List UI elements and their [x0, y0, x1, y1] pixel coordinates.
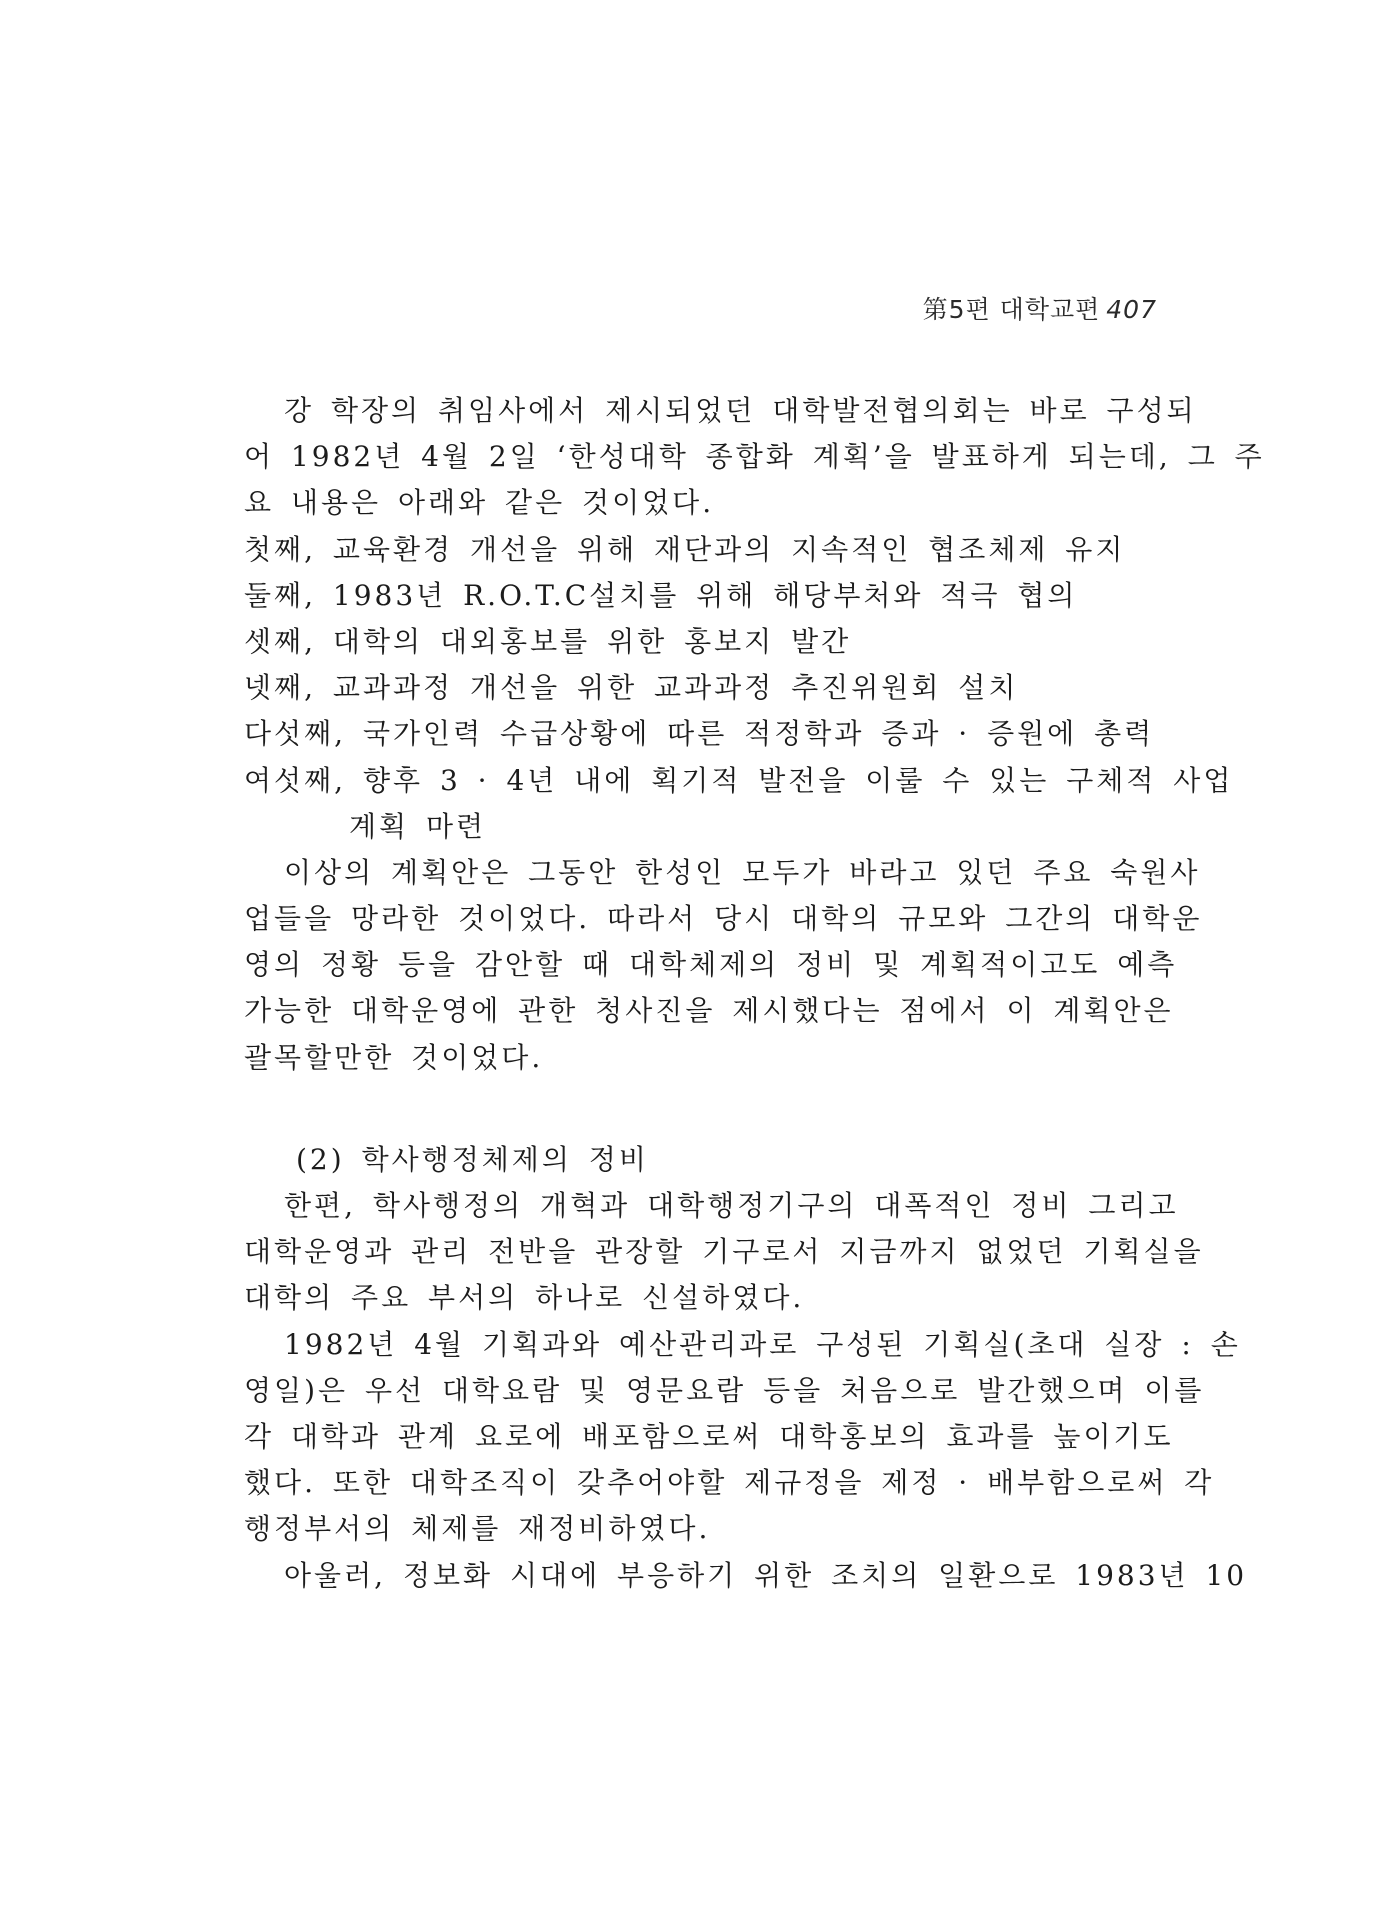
- text-line: 강 학장의 취임사에서 제시되었던 대학발전협의회는 바로 구성되: [284, 394, 1197, 427]
- text-line: 영의 정황 등을 감안할 때 대학체제의 정비 및 계획적이고도 예측: [244, 948, 1178, 982]
- section-spacer: [244, 1081, 1156, 1137]
- body-text: [244, 388, 1265, 1599]
- list-item-continuation: 계획 마련: [349, 809, 487, 843]
- paragraph-1: [244, 388, 1265, 527]
- paragraph-2: [244, 850, 1203, 1081]
- list-item: 여섯째, 향후 3 · 4년 내에 획기적 발전을 이룰 수 있는 구체적 사업: [244, 763, 1234, 797]
- list-item: 첫째, 교육환경 개선을 위해 재단과의 지속적인 협조체제 유지: [244, 532, 1126, 566]
- text-line: 아울러, 정보화 시대에 부응하기 위한 조치의 일환으로 1983년 10: [284, 1558, 1248, 1592]
- text-line: 한편, 학사행정의 개혁과 대학행정기구의 대폭적인 정비 그리고: [284, 1189, 1179, 1222]
- paragraph-4: [244, 1322, 1241, 1553]
- running-header: [923, 290, 1157, 326]
- section-title: 第5편 대학교편: [922, 295, 1101, 324]
- paragraph-3: [244, 1183, 1204, 1322]
- text-line: 괄목할만한 것이었다.: [244, 1040, 544, 1074]
- text-line: 가능한 대학운영에 관한 청사진을 제시했다는 점에서 이 계획안은: [244, 994, 1174, 1028]
- text-line: 요 내용은 아래와 같은 것이었다.: [244, 486, 715, 520]
- text-line: 1982년 4월 기획과와 예산관리과로 구성된 기획실(초대 실장 : 손: [284, 1327, 1241, 1361]
- list-item: 둘째, 1983년 R.O.T.C설치를 위해 해당부처와 적극 협의: [244, 578, 1078, 612]
- list-item: 셋째, 대학의 대외홍보를 위한 홍보지 발간: [244, 624, 852, 658]
- text-line: 영일)은 우선 대학요람 및 영문요람 등을 처음으로 발간했으며 이를: [244, 1373, 1205, 1407]
- text-line: 대학운영과 관리 전반을 관장할 기구로서 지금까지 없었던 기획실을: [244, 1235, 1204, 1269]
- page-number: 407: [1106, 295, 1157, 324]
- section-heading: (2) 학사행정체제의 정비: [296, 1142, 649, 1176]
- list-item: 다섯째, 국가인력 수급상황에 따른 적정학과 증과 · 증원에 총력: [244, 717, 1155, 751]
- plan-list: [244, 527, 1234, 850]
- list-item: 넷째, 교과과정 개선을 위한 교과과정 추진위원회 설치: [244, 671, 1019, 705]
- text-line: 했다. 또한 대학조직이 갖추어야할 제규정을 제정 · 배부함으로써 각: [244, 1466, 1215, 1500]
- text-line: 어 1982년 4월 2일 ‘한성대학 종합화 계획’을 발표하게 되는데, 그 주: [244, 440, 1265, 474]
- text-line: 업들을 망라한 것이었다. 따라서 당시 대학의 규모와 그간의 대학운: [244, 902, 1203, 936]
- text-line: 대학의 주요 부서의 하나로 신설하였다.: [244, 1281, 805, 1315]
- text-line: 각 대학과 관계 요로에 배포함으로써 대학홍보의 효과를 높이기도: [244, 1419, 1174, 1453]
- paragraph-5: [244, 1553, 1248, 1599]
- text-line: 이상의 계획안은 그동안 한성인 모두가 바라고 있던 주요 숙원사: [284, 855, 1201, 889]
- text-line: 행정부서의 체제를 재정비하였다.: [244, 1512, 711, 1546]
